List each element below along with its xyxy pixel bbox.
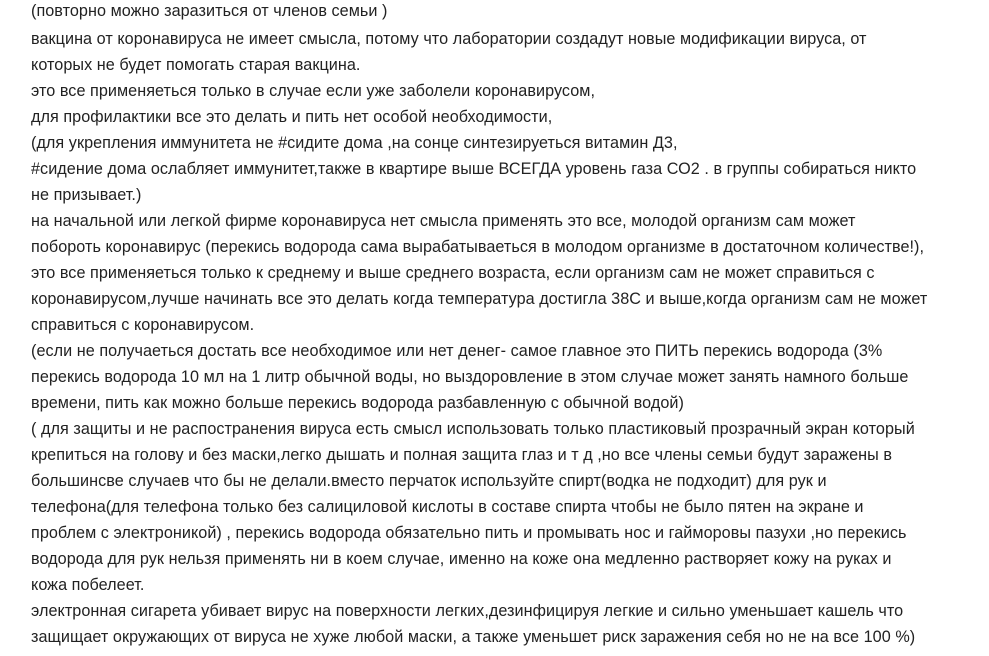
text-line-16: времени, пить как можно больше перекись водорода разбавленную с обычной водой) <box>31 394 684 412</box>
text-line-4: это все применяеться только в случае если уже заболели коронавирусом, <box>31 82 596 100</box>
text-line-8: не призывает.) <box>31 186 142 204</box>
text-line-1: (повторно можно заразиться от членов семьи ) <box>31 2 388 20</box>
text-line-9: на начальной или легкой фирме коронавируса нет смысла применять это все, молодой организм сам может <box>31 212 856 230</box>
text-line-17: ( для защиты и не распостранения вируса есть смысл использовать только пластиковый прозрачный экран который <box>31 420 915 438</box>
text-line-3: которых не будет помогать старая вакцина. <box>31 56 361 74</box>
text-line-2: вакцина от коронавируса не имеет смысла, потому что лаборатории создадут новые модификации вируса, от <box>31 30 867 48</box>
text-line-24: электронная сигарета убивает вирус на поверхности легких,дезинфицируя легкие и сильно уменьшает кашель что <box>31 602 904 620</box>
text-line-15: перекись водорода 10 мл на 1 литр обычной воды, но выздоровление в этом случае может занять намного больше <box>31 368 909 386</box>
text-line-21: проблем с электроникой) , перекись водорода обязательно пить и промывать нос и гайморовы пазухи ,но перекись <box>31 524 907 542</box>
text-line-5: для профилактики все это делать и пить нет особой необходимости, <box>31 108 553 126</box>
text-line-19: большинсве случаев что бы не делали.вместо перчаток используйте спирт(водка не подходит) для рук и <box>31 472 827 490</box>
text-line-7: #сидение дома ослабляет иммунитет,также в квартире выше ВСЕГДА уровень газа СО2 . в группы собираться никто <box>31 160 917 178</box>
text-line-10: побороть коронавирус (перекись водорода сама вырабатываеться в молодом организме в достаточном количестве!), <box>31 238 925 256</box>
text-line-6: (для укрепления иммунитета не #сидите дома ,на сонце синтезируеться витамин Д3, <box>31 134 678 152</box>
text-line-23: кожа побелеет. <box>31 576 145 594</box>
text-line-18: крепиться на голову и без маски,легко дышать и полная защита глаз и т д ,но все члены семьи будут заражены в <box>31 446 893 464</box>
text-line-12: коронавирусом,лучше начинать все это делать когда температура достигла 38С и выше,когда организм сам не может <box>31 290 928 308</box>
text-line-25: защищает окружающих от вируса не хуже любой маски, а также уменьшет риск заражения себя но не на все 100 %) <box>31 628 916 646</box>
text-line-22: водорода для рук нельзя применять ни в коем случае, именно на коже она медленно растворяет кожу на руках и <box>31 550 892 568</box>
text-line-13: справиться с коронавирусом. <box>31 316 255 334</box>
text-line-11: это все применяеться только к среднему и выше среднего возраста, если организм сам не может справиться с <box>31 264 875 282</box>
text-line-14: (если не получаеться достать все необходимое или нет денег- самое главное это ПИТЬ перекись водорода (3% <box>31 342 883 360</box>
text-line-20: телефона(для телефона только без салициловой кислоты в составе спирта чтобы не было пятен на экране и <box>31 498 864 516</box>
